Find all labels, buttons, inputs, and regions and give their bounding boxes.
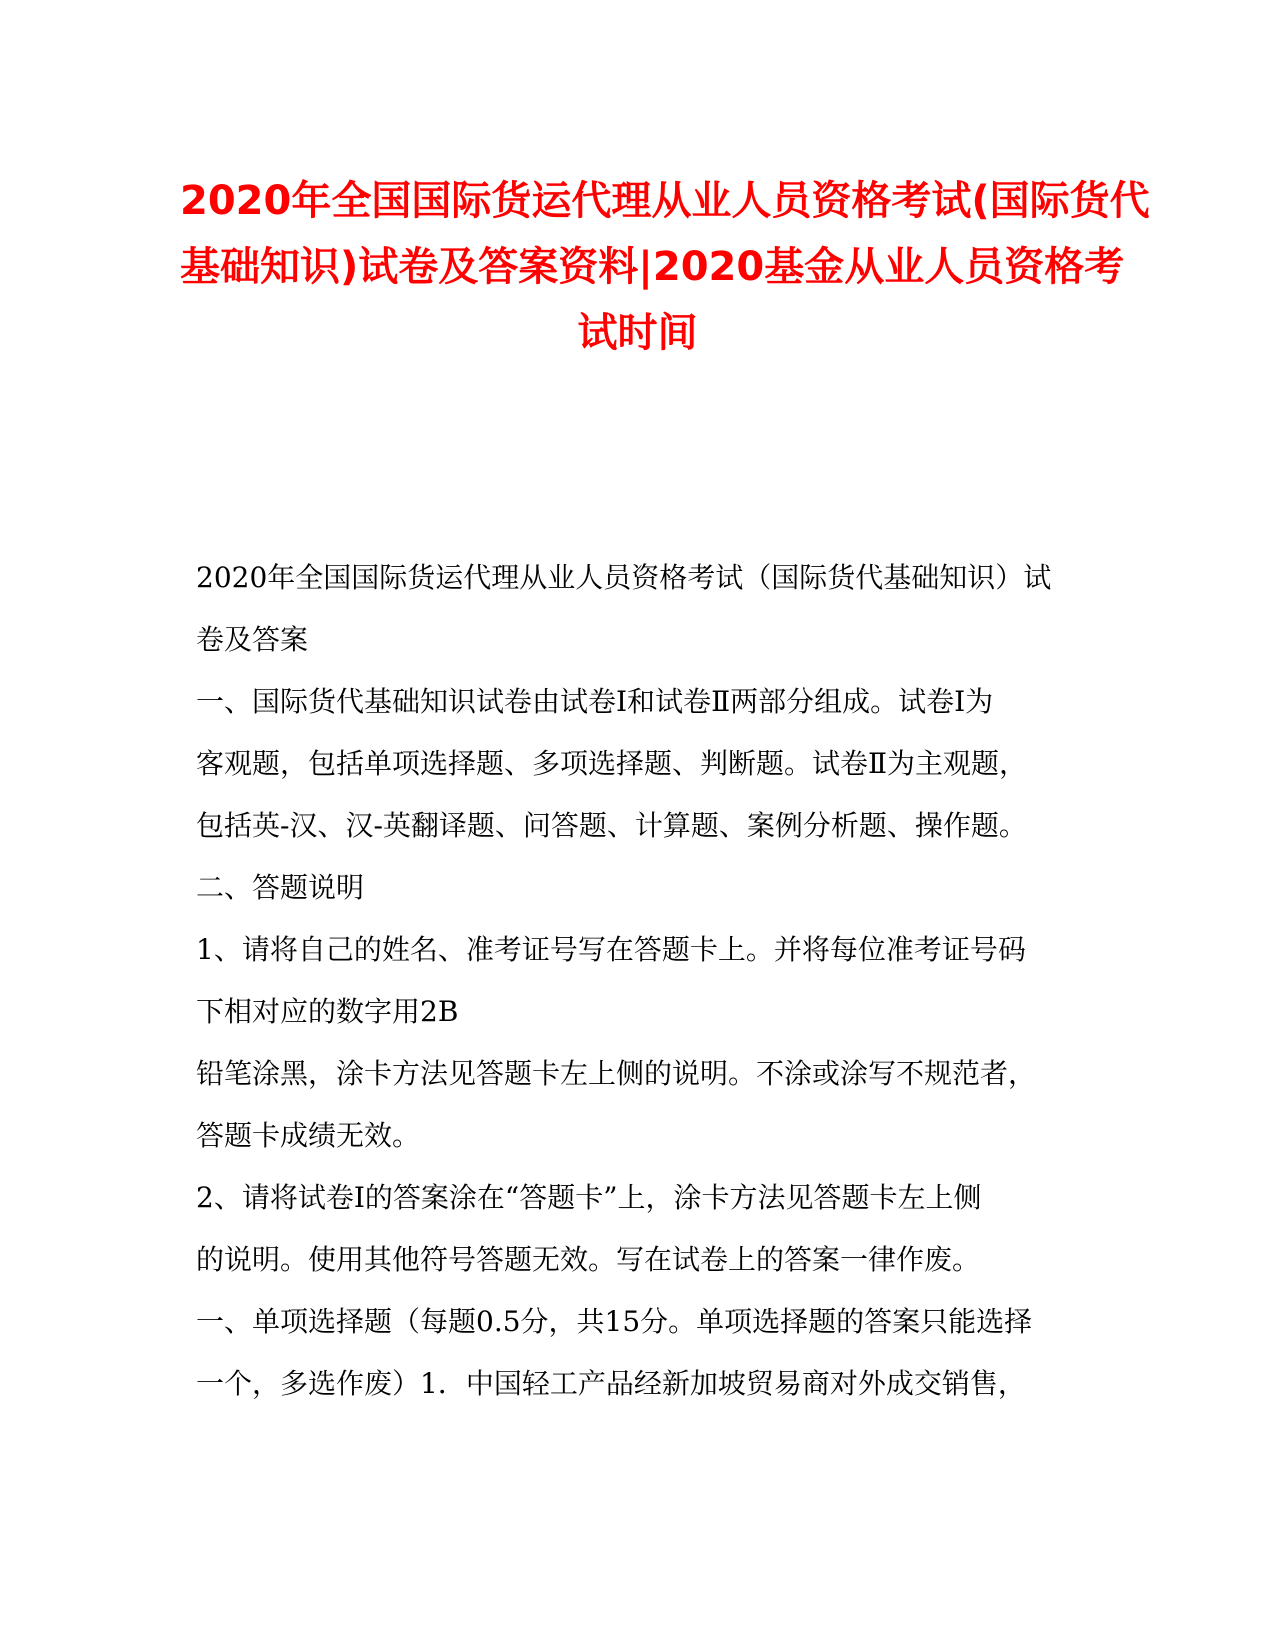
title-line: 试时间 — [577, 310, 698, 356]
document-title — [180, 168, 1150, 366]
body-line: 的说明。使用其他符号答题无效。写在试卷上的答案一律作废。 — [196, 1243, 981, 1276]
body-line: 卷及答案 — [196, 623, 309, 656]
title-line: 2020年全国国际货运代理从业人员资格考试(国际货代 — [180, 178, 1150, 224]
body-line: 1、请将自己的姓名、准考证号写在答题卡上。并将每位准考证号码 — [196, 933, 1026, 966]
body-line: 答题卡成绩无效。 — [196, 1119, 421, 1152]
body-line: 铅笔涂黑，涂卡方法见答题卡左上侧的说明。不涂或涂写不规范者， — [196, 1057, 1037, 1090]
title-line: 基础知识)试卷及答案资料|2020基金从业人员资格考 — [180, 244, 1125, 290]
body-line: 2、请将试卷Ⅰ的答案涂在“答题卡”上，涂卡方法见答题卡左上侧 — [196, 1181, 982, 1214]
body-line: 客观题，包括单项选择题、多项选择题、判断题。试卷Ⅱ为主观题， — [196, 747, 1028, 780]
body-line: 一、单项选择题（每题0.5分，共15分。单项选择题的答案只能选择 — [196, 1305, 1033, 1338]
body-line: 包括英-汉、汉-英翻译题、问答题、计算题、案例分析题、操作题。 — [196, 809, 1027, 842]
document-body — [196, 547, 1096, 1415]
body-line: 一个，多选作废）1．中国轻工产品经新加坡贸易商对外成交销售， — [196, 1367, 1026, 1400]
body-line: 下相对应的数字用2B — [196, 995, 459, 1028]
body-line: 一、国际货代基础知识试卷由试卷Ⅰ和试卷Ⅱ两部分组成。试卷Ⅰ为 — [196, 685, 994, 718]
body-line: 2020年全国国际货运代理从业人员资格考试（国际货代基础知识）试 — [196, 561, 1052, 594]
body-line: 二、答题说明 — [196, 871, 365, 904]
